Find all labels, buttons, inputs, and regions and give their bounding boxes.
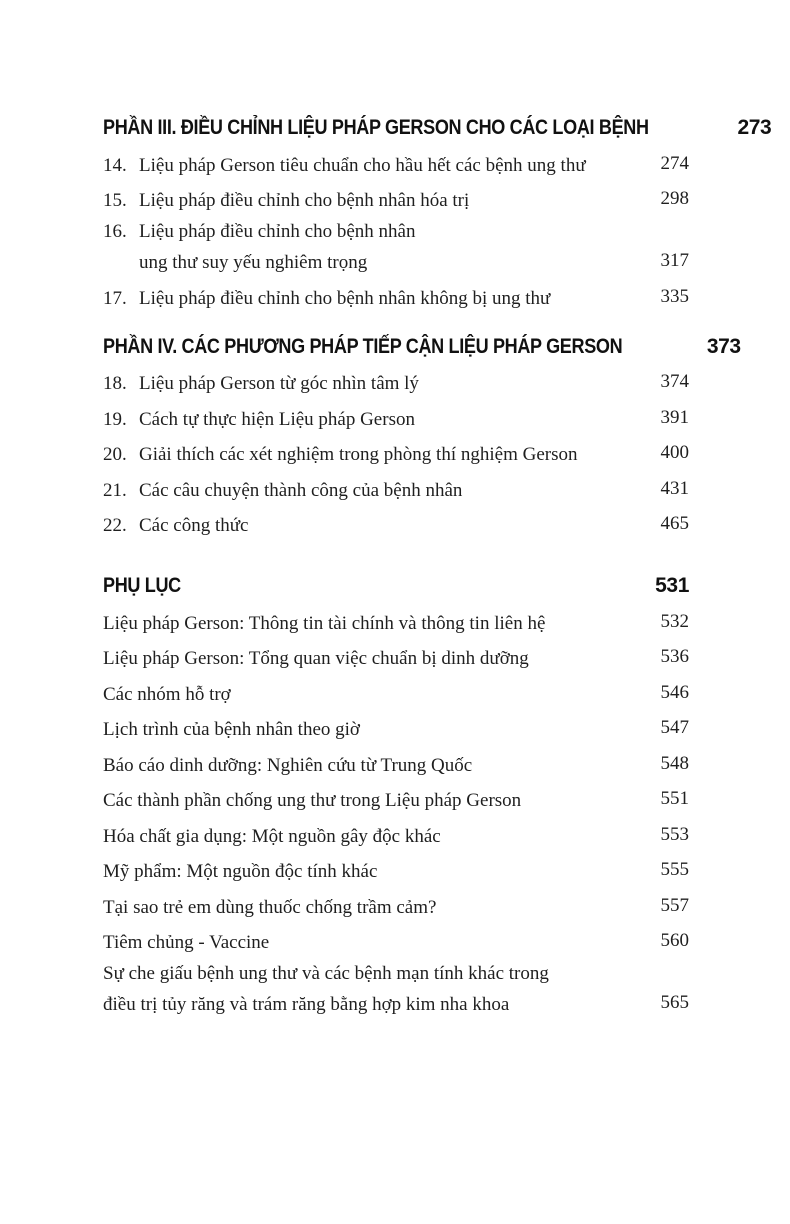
entry-number: 17. <box>103 287 127 309</box>
entry-number: 14. <box>103 154 127 176</box>
toc-entry[interactable] <box>103 364 689 400</box>
entry-page-number: 465 <box>660 513 689 534</box>
entry-page-number: 536 <box>660 646 689 667</box>
toc-entry[interactable] <box>103 745 689 781</box>
entry-title: Báo cáo dinh dưỡng: Nghiên cứu từ Trung Quốc <box>103 754 473 776</box>
entry-page-number: 274 <box>660 152 689 174</box>
section-page-number: 373 <box>706 334 741 358</box>
entry-page-number: 335 <box>660 285 689 307</box>
entry-title: Lịch trình của bệnh nhân theo giờ <box>103 719 360 740</box>
entry-title: Tiêm chủng - Vaccine <box>103 932 270 953</box>
toc-entry[interactable] <box>103 781 689 817</box>
entry-title <box>139 216 415 278</box>
toc-entry[interactable] <box>103 181 689 217</box>
entry-title: Liệu pháp Gerson từ góc nhìn tâm lý <box>139 373 419 394</box>
entry-title: Các thành phần chống ung thư trong Liệu pháp Gerson <box>103 790 522 811</box>
section-heading <box>103 569 689 603</box>
entry-title: Các câu chuyện thành công của bệnh nhân <box>139 479 463 501</box>
toc-entry[interactable] <box>103 923 689 959</box>
entry-page-number: 431 <box>660 477 689 499</box>
entry-number: 20. <box>103 444 127 465</box>
entry-page-number: 560 <box>660 930 689 951</box>
toc-entry[interactable] <box>103 816 689 852</box>
section-heading <box>103 330 741 364</box>
section-title: PHỤ LỤC <box>103 574 181 597</box>
entry-page-number: 400 <box>660 442 689 463</box>
section-page-number: 531 <box>655 574 689 597</box>
toc-entry[interactable] <box>103 145 689 181</box>
entry-page-number: 546 <box>660 681 689 703</box>
entry-page-number: 317 <box>660 250 689 271</box>
entry-title: Mỹ phẩm: Một nguồn độc tính khác <box>103 861 378 882</box>
entry-page-number: 553 <box>660 823 689 845</box>
entry-title-line: ung thư suy yếu nghiêm trọng <box>139 252 368 273</box>
entry-title <box>103 958 549 1020</box>
entry-number: 18. <box>103 373 127 394</box>
entry-page-number: 555 <box>660 859 689 880</box>
toc-entry[interactable] <box>103 674 689 710</box>
entry-title: Liệu pháp Gerson: Thông tin tài chính và thông tin liên hệ <box>103 612 546 634</box>
section-page-number: 273 <box>737 116 772 139</box>
entry-title-line: Sự che giấu bệnh ung thư và các bệnh mạn tính khác trong <box>103 963 549 984</box>
toc-entry[interactable] <box>103 216 689 278</box>
entry-number: 15. <box>103 190 127 211</box>
entry-title: Tại sao trẻ em dùng thuốc chống trầm cảm? <box>103 896 437 918</box>
entry-title: Liệu pháp Gerson: Tổng quan việc chuẩn bị dinh dưỡng <box>103 648 529 669</box>
entry-title: Các công thức <box>139 515 249 536</box>
toc-entry[interactable] <box>103 603 689 639</box>
entry-number: 19. <box>103 408 127 430</box>
entry-page-number: 391 <box>660 406 689 428</box>
entry-title-line: Liệu pháp điều chỉnh cho bệnh nhân <box>139 221 416 242</box>
section-title: PHẦN III. ĐIỀU CHỈNH LIỆU PHÁP GERSON CHO CÁC LOẠI BỆNH <box>103 116 649 139</box>
toc-entry[interactable] <box>103 278 689 314</box>
entry-page-number: 298 <box>660 188 689 209</box>
entry-title: Liệu pháp Gerson tiêu chuẩn cho hầu hết các bệnh ung thư <box>139 154 586 176</box>
toc-entry[interactable] <box>103 470 689 506</box>
toc-entry[interactable] <box>103 639 689 675</box>
spacer <box>103 314 689 330</box>
section-heading <box>103 111 772 145</box>
toc-entry[interactable] <box>103 958 689 1020</box>
entry-page-number: 557 <box>660 894 689 916</box>
toc-entry[interactable] <box>103 852 689 888</box>
entry-page-number: 532 <box>660 610 689 632</box>
section-title: PHẦN IV. CÁC PHƯƠNG PHÁP TIẾP CẬN LIỆU PHÁP GERSON <box>103 334 623 358</box>
entry-title: Liệu pháp điều chỉnh cho bệnh nhân hóa trị <box>139 190 470 211</box>
entry-title: Hóa chất gia dụng: Một nguồn gây độc khác <box>103 825 441 847</box>
entry-title: Các nhóm hỗ trợ <box>103 683 231 705</box>
toc-entry[interactable] <box>103 399 689 435</box>
entry-page-number: 565 <box>660 992 689 1013</box>
toc-entry[interactable] <box>103 710 689 746</box>
entry-title: Giải thích các xét nghiệm trong phòng thí nghiệm Gerson <box>139 444 578 465</box>
toc-entry[interactable] <box>103 435 689 471</box>
toc-entry[interactable] <box>103 506 689 542</box>
entry-page-number: 374 <box>660 371 689 392</box>
entry-number: 21. <box>103 479 127 501</box>
toc-entry[interactable] <box>103 887 689 923</box>
entry-number: 16. <box>103 221 127 242</box>
entry-page-number: 548 <box>660 752 689 774</box>
entry-page-number: 547 <box>660 717 689 738</box>
entry-title: Liệu pháp điều chỉnh cho bệnh nhân không bị ung thư <box>139 287 551 309</box>
entry-title: Cách tự thực hiện Liệu pháp Gerson <box>139 408 415 430</box>
entry-page-number: 551 <box>660 788 689 809</box>
entry-title-line: điều trị tủy răng và trám răng bằng hợp kim nha khoa <box>103 994 510 1015</box>
table-of-contents <box>103 111 772 1020</box>
spacer <box>103 541 689 569</box>
entry-number: 22. <box>103 515 127 536</box>
